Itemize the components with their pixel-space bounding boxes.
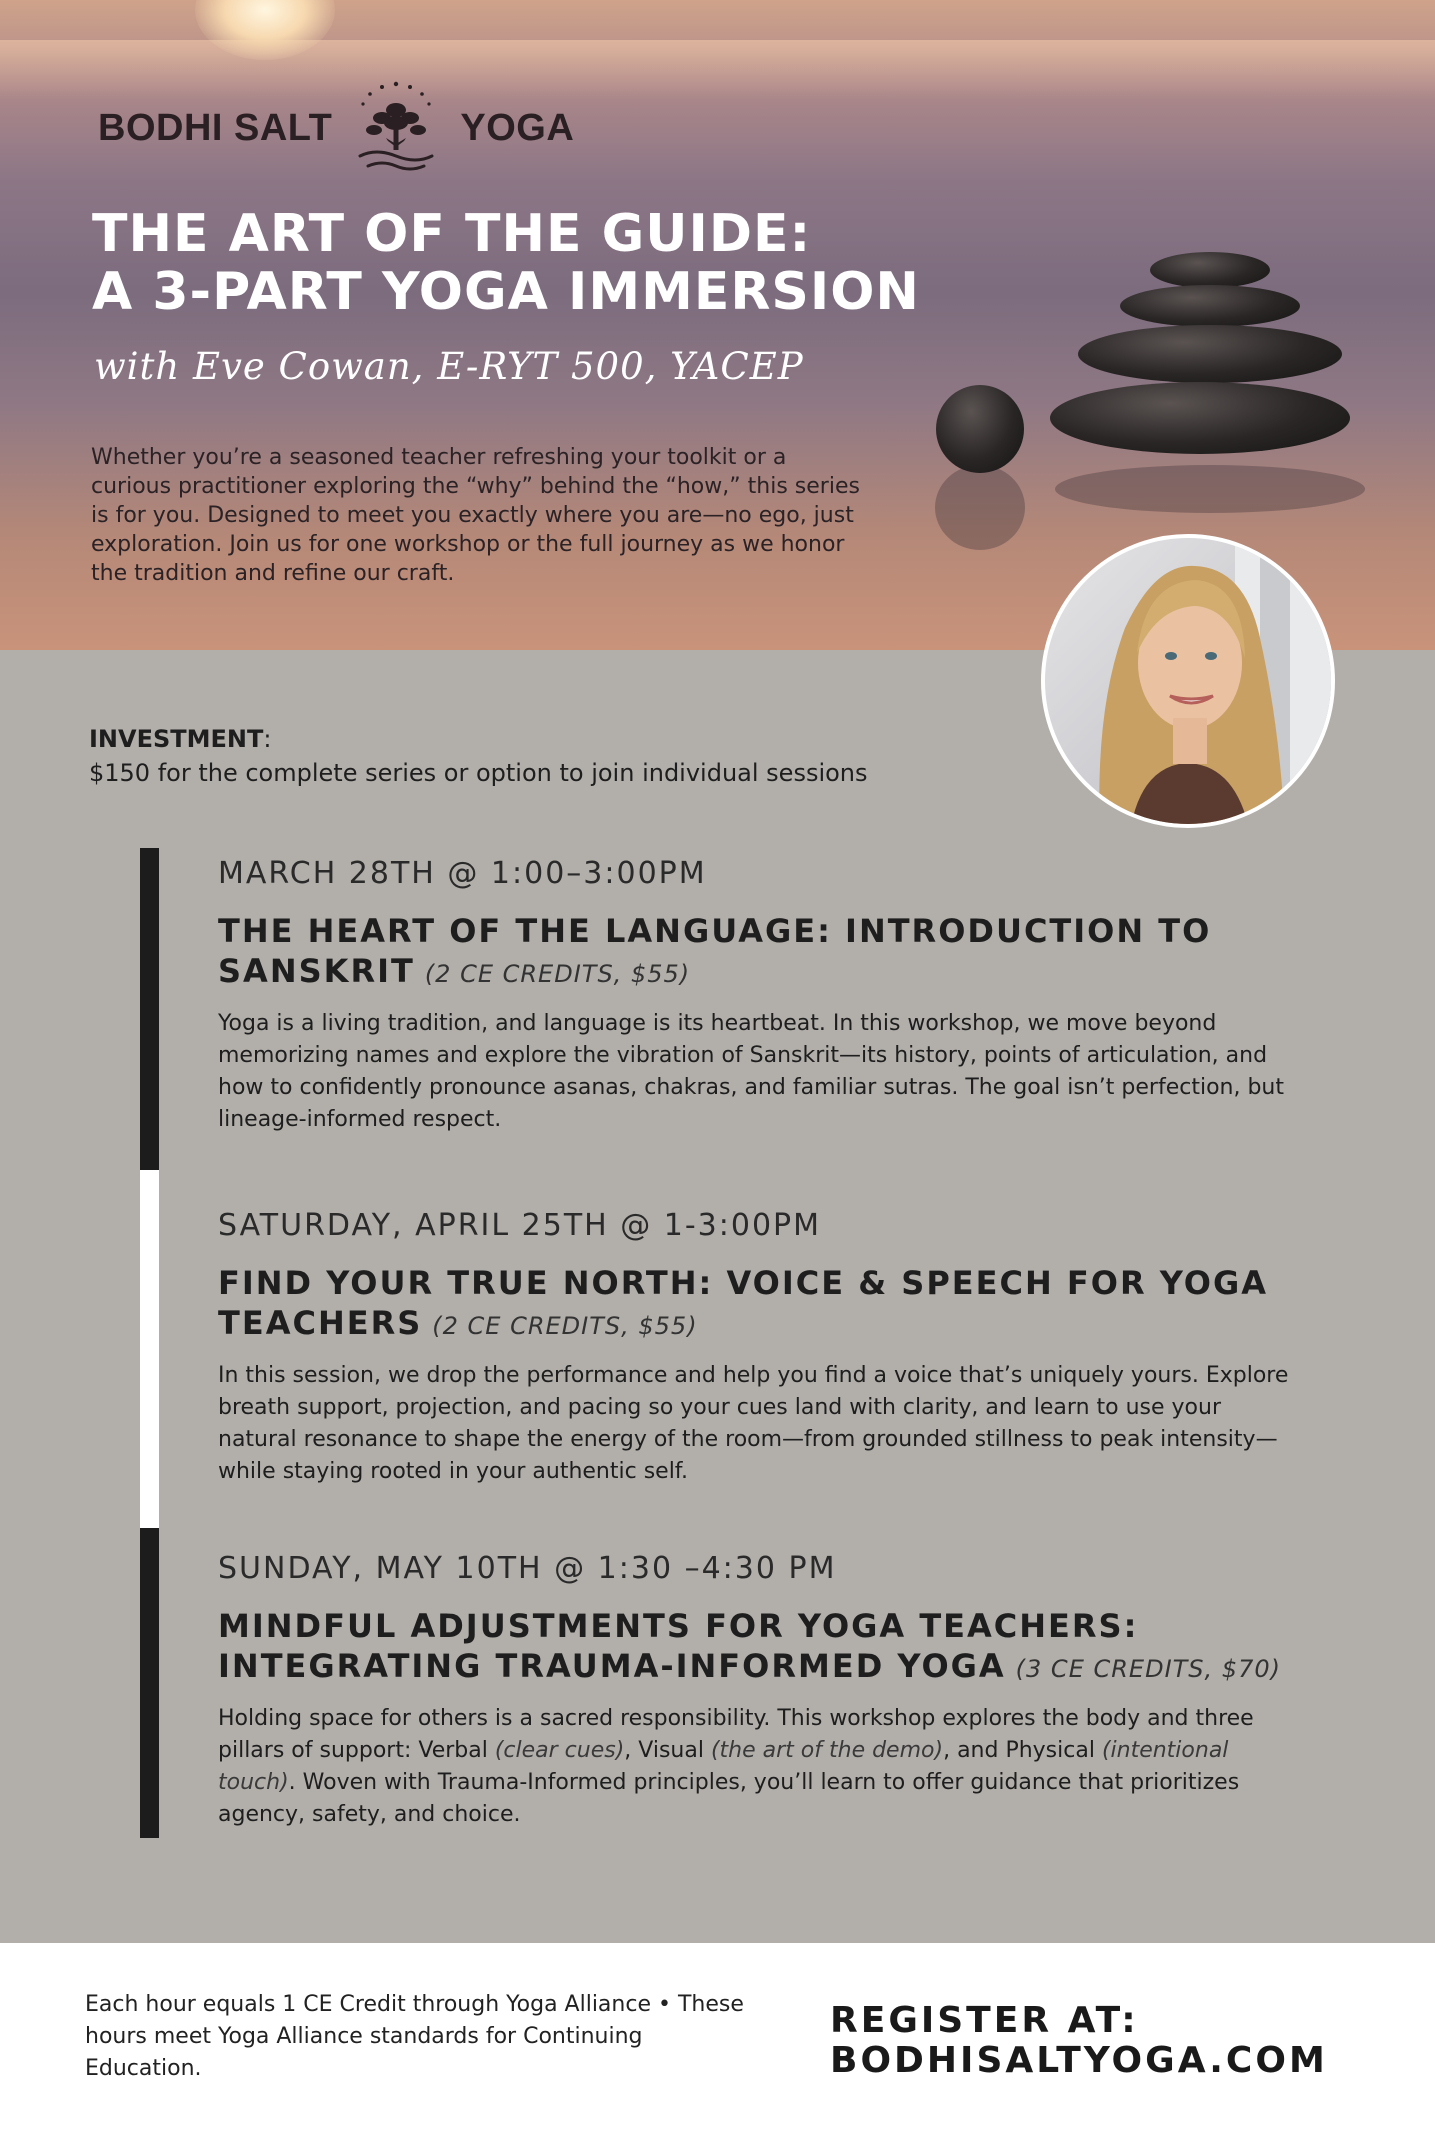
bodhi-tree-icon (346, 78, 446, 178)
session-2 (218, 1208, 1298, 1488)
brand-logo[interactable] (98, 78, 618, 178)
register-cta[interactable] (830, 2001, 1410, 2081)
investment-section (89, 722, 989, 790)
session-description: In this session, we drop the performance and help you find a voice that’s uniquely yours. Explore breath support, projection, and pacing so your cues land with clarity, and learn to use your natural resonance to shape the energy of the room—from grounded stillness to peak intensity—while staying rooted in your authentic self. (218, 1363, 1289, 1484)
stacked-stones-image (920, 240, 1400, 580)
instructor-subtitle: with Eve Cowan, E-RYT 500, YACEP (94, 345, 804, 388)
session-date: MARCH 28TH @ 1:00–3:00PM (218, 856, 707, 891)
session-credits: (2 CE CREDITS, $55) (432, 1312, 698, 1340)
session-title (218, 1263, 1298, 1346)
desc-italic: (the art of the demo) (710, 1738, 944, 1763)
session-description (218, 1703, 1298, 1831)
title-line-1: THE ART OF THE GUIDE: (92, 204, 812, 264)
instructor-portrait (1041, 534, 1335, 828)
session-credits: (3 CE CREDITS, $70) (1015, 1655, 1281, 1683)
logo-text-left: BODHI SALT (98, 106, 333, 149)
desc-part: . Woven with Trauma-Informed principles, you’ll learn to offer guidance that prioritizes agency, safety, and choice. (218, 1770, 1240, 1827)
session-1 (218, 856, 1298, 1136)
ce-credit-note: Each hour equals 1 CE Credit through Yoga Alliance • These hours meet Yoga Alliance standards for Continuing Education. (85, 1992, 744, 2081)
desc-part: Holding space for others is a sacred responsibility. This workshop explores the body and three pillars of support: Verbal (218, 1706, 1254, 1763)
page-title (92, 205, 1012, 321)
session-title-text: THE HEART OF THE LANGUAGE: INTRODUCTION TO SANSKRIT (218, 912, 1212, 990)
footer (0, 1943, 1435, 2135)
investment-text: $150 for the complete series or option to join individual sessions (89, 759, 868, 787)
session-credits: (2 CE CREDITS, $55) (424, 960, 691, 988)
session-description: Yoga is a living tradition, and language is its heartbeat. In this workshop, we move beyond memorizing names and explore the vibration of Sanskrit—its history, points of articulation, and how to confidently pronounce asanas, chakras, and familiar sutras. The goal isn’t perfection, but lineage-informed respect. (218, 1011, 1284, 1132)
portrait-illustration (1045, 538, 1335, 828)
register-url-link[interactable]: BODHISALTYOGA.COM (830, 2040, 1328, 2081)
desc-part: , Visual (624, 1738, 711, 1763)
desc-part: , and Physical (943, 1738, 1102, 1763)
session-title (218, 1606, 1298, 1689)
session-3 (218, 1551, 1298, 1831)
timeline-bar-3 (140, 1528, 159, 1838)
desc-italic: (clear cues) (494, 1738, 625, 1763)
title-line-2: A 3-PART YOGA IMMERSION (92, 262, 920, 322)
register-label: REGISTER AT: (830, 2000, 1139, 2041)
intro-paragraph: Whether you’re a seasoned teacher refreshing your toolkit or a curious practitioner exploring the “why” behind the “how,” this series is for you. Designed to meet you exactly where you are—no ego, just exploration. Join us for one workshop or the full journey as we honor the tradition and refine our craft. (91, 445, 860, 586)
investment-colon: : (263, 725, 272, 753)
session-title-text: MINDFUL ADJUSTMENTS FOR YOGA TEACHERS: INTEGRATING TRAUMA-INFORMED YOGA (218, 1607, 1139, 1685)
desc-italic: (intentional touch) (218, 1738, 1229, 1795)
session-title (218, 911, 1298, 994)
logo-text-right: YOGA (460, 106, 575, 149)
investment-label: INVESTMENT (89, 725, 264, 753)
timeline-bar-2 (140, 1170, 159, 1528)
session-date: SATURDAY, APRIL 25TH @ 1-3:00PM (218, 1208, 822, 1243)
timeline-bar-1 (140, 848, 159, 1170)
session-title-text: FIND YOUR TRUE NORTH: VOICE & SPEECH FOR YOGA TEACHERS (218, 1264, 1269, 1342)
session-date: SUNDAY, MAY 10TH @ 1:30 –4:30 PM (218, 1551, 837, 1586)
